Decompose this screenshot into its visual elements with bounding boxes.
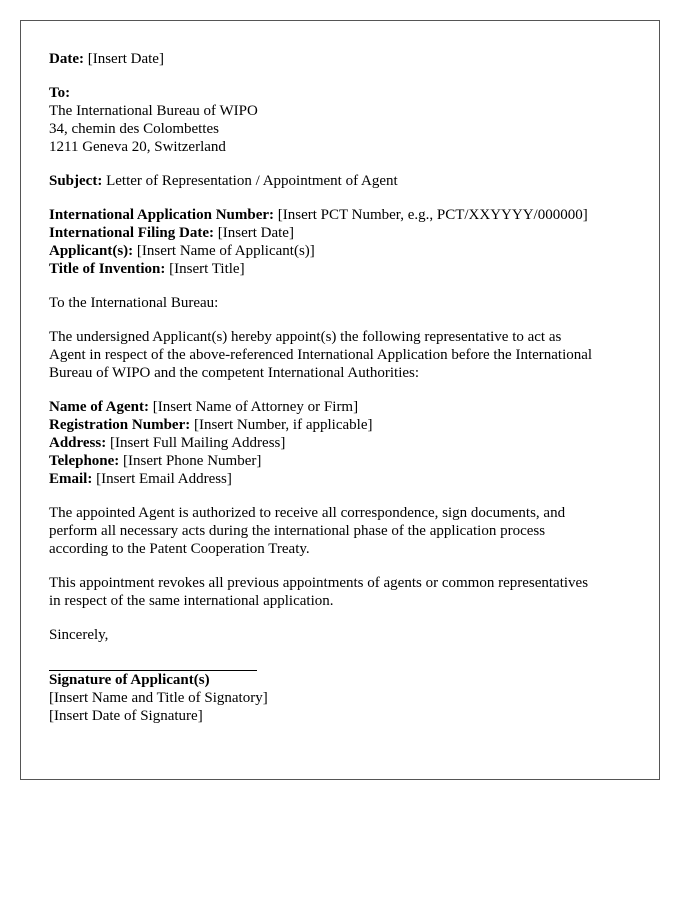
email-value: [Insert Email Address]	[96, 471, 232, 487]
application-number-line	[49, 206, 631, 224]
appointment-paragraph-line-1: The undersigned Applicant(s) hereby appoint(s) the following representative to act as	[49, 329, 562, 345]
appointment-paragraph-line-3: Bureau of WIPO and the competent International Authorities:	[49, 365, 420, 381]
registration-number-label: Registration Number:	[49, 417, 191, 433]
registration-number-line	[49, 416, 631, 434]
address-label: Address:	[49, 435, 107, 451]
date-block	[49, 50, 631, 68]
signatory-name-title: [Insert Name and Title of Signatory]	[49, 690, 268, 706]
subject-line	[49, 172, 631, 190]
invention-title-line	[49, 260, 631, 278]
appointment-paragraph	[49, 328, 631, 382]
invention-title-label: Title of Invention:	[49, 261, 166, 277]
recipient-block	[49, 84, 631, 156]
recipient-label-line	[49, 84, 631, 102]
revocation-paragraph-line-2: in respect of the same international application.	[49, 593, 334, 609]
email-label: Email:	[49, 471, 93, 487]
date-value: [Insert Date]	[87, 51, 164, 67]
revocation-paragraph	[49, 574, 631, 610]
subject-value: Letter of Representation / Appointment of Agent	[106, 173, 398, 189]
authorization-paragraph-line-2: perform all necessary acts during the international phase of the application process	[49, 523, 546, 539]
agent-name-line	[49, 398, 631, 416]
application-number-label: International Application Number:	[49, 207, 275, 223]
salutation: To the International Bureau:	[49, 295, 219, 311]
appointment-paragraph-line-2: Agent in respect of the above-referenced International Application before the International	[49, 347, 593, 363]
address-line	[49, 434, 631, 452]
date-line	[49, 50, 631, 68]
agent-details	[49, 398, 631, 488]
date-label: Date:	[49, 51, 84, 67]
applicants-line	[49, 242, 631, 260]
telephone-label: Telephone:	[49, 453, 120, 469]
recipient-line-1: The International Bureau of WIPO	[49, 103, 258, 119]
invention-title-value: [Insert Title]	[169, 261, 245, 277]
authorization-paragraph-line-3: according to the Patent Cooperation Treaty.	[49, 541, 310, 557]
letter-page	[20, 20, 660, 780]
filing-date-label: International Filing Date:	[49, 225, 214, 241]
authorization-paragraph	[49, 504, 631, 558]
signature-heading-line	[49, 671, 631, 689]
revocation-paragraph-line-1: This appointment revokes all previous appointments of agents or common representatives	[49, 575, 589, 591]
email-line	[49, 470, 631, 488]
applicants-value: [Insert Name of Applicant(s)]	[136, 243, 315, 259]
application-details	[49, 206, 631, 278]
subject-block	[49, 172, 631, 190]
filing-date-value: [Insert Date]	[217, 225, 294, 241]
application-number-value: [Insert PCT Number, e.g., PCT/XXYYYY/000000]	[277, 207, 588, 223]
signature-block	[49, 671, 631, 725]
registration-number-value: [Insert Number, if applicable]	[193, 417, 373, 433]
authorization-paragraph-line-1: The appointed Agent is authorized to receive all correspondence, sign documents, and	[49, 505, 566, 521]
signature-date: [Insert Date of Signature]	[49, 708, 203, 724]
telephone-line	[49, 452, 631, 470]
telephone-value: [Insert Phone Number]	[123, 453, 262, 469]
subject-label: Subject:	[49, 173, 103, 189]
recipient-line-3: 1211 Geneva 20, Switzerland	[49, 139, 226, 155]
address-value: [Insert Full Mailing Address]	[109, 435, 286, 451]
closing: Sincerely,	[49, 627, 109, 643]
agent-name-label: Name of Agent:	[49, 399, 149, 415]
recipient-label: To:	[49, 85, 71, 101]
agent-name-value: [Insert Name of Attorney or Firm]	[152, 399, 359, 415]
recipient-line-2: 34, chemin des Colombettes	[49, 121, 219, 137]
filing-date-line	[49, 224, 631, 242]
signature-heading: Signature of Applicant(s)	[49, 672, 210, 688]
applicants-label: Applicant(s):	[49, 243, 134, 259]
